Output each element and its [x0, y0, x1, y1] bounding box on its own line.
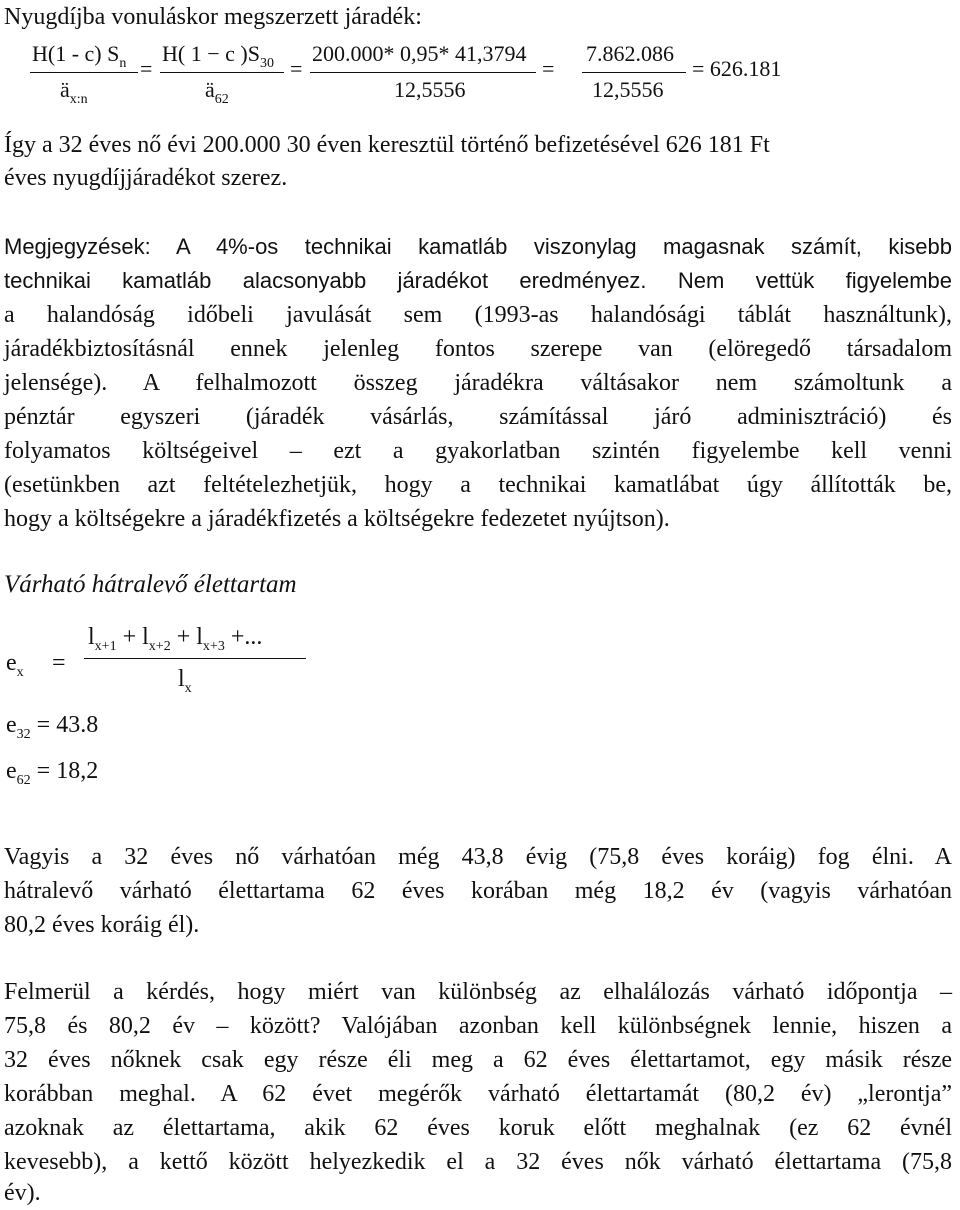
paragraph-line: technikai kamatláb alacsonyabb járadékot eredményez. Nem vettük figyelembe [4, 268, 952, 293]
formula1-term1-numerator: H(1 - c) $S_n$ [32, 41, 127, 71]
intro-line: Nyugdíjba vonuláskor megszerzett járadék: [4, 4, 422, 30]
paragraph-line: azoknak az élettartama, akik 62 éves koruk előtt meghalnak (ez 62 évnél [4, 1115, 952, 1141]
paragraph-line: 32 éves nőknek csak egy része éli meg a 62 éves élettartamot, egy másik része [4, 1047, 952, 1073]
formula1-term2-denominator: $ä_{62}$ [205, 77, 229, 107]
paragraph-line: Felmerül a kérdés, hogy miért van különbség az elhalálozás várható időpontja – [4, 979, 952, 1005]
formula1-term4-numerator: 7.862.086 [586, 41, 674, 66]
paragraph-line: év). [4, 1180, 41, 1206]
paragraph-line: Megjegyzések: A 4%-os technikai kamatláb viszonylag magasnak számít, kisebb [4, 234, 952, 259]
formula1-term4-denominator: 12,5556 [592, 77, 664, 102]
formula1-term3-numerator: 200.000* 0,95* 41,3794 [312, 41, 527, 66]
formula1-equals-3: = [542, 56, 555, 81]
paragraph-line: Így a 32 éves nő évi 200.000 30 éven keresztül történő befizetésével 626 181 Ft [4, 132, 770, 158]
paragraph-line: Vagyis a 32 éves nő várhatóan még 43,8 évig (75,8 éves koráig) fog élni. A [4, 844, 952, 870]
formula1-term4-bar [582, 72, 686, 73]
paragraph-line: korábban meghal. A 62 évet megérők várható élettartamát (80,2 év) „lerontja” [4, 1081, 952, 1107]
formula1-term3-denominator: 12,5556 [394, 77, 466, 102]
paragraph-line: járadékbiztosításnál ennek jelenleg fontos szerepe van (elöregedő társadalom [4, 336, 952, 362]
formula2-bar [84, 658, 306, 659]
paragraph-line: kevesebb), a kettő között helyezkedik el a 32 éves nők várható élettartama (75,8 [4, 1149, 952, 1175]
paragraph-line: pénztár egyszeri (járadék vásárlás, számítással járó adminisztráció) és [4, 404, 952, 430]
formula2-denominator: $l_x$ [178, 666, 192, 696]
formula1-term2-bar [160, 72, 284, 73]
formula2-numerator: $l_{x+1} + l_{x+2} + l_{x+3}$ +... [88, 624, 263, 654]
formula1-equals-1: = [140, 56, 153, 81]
formula1-equals-2: = [290, 56, 303, 81]
formula2-lhs: $e_x$ [6, 650, 24, 680]
formula1-result: = 626.181 [692, 56, 782, 81]
section-heading: Várható hátralevő élettartam [4, 571, 297, 598]
paragraph-line: a halandóság időbeli javulását sem (1993-as halandósági táblát használtunk), [4, 302, 952, 328]
formula2-equals: = [52, 650, 66, 676]
paragraph-line: folyamatos költségeivel – ezt a gyakorlatban szintén figyelembe kell venni [4, 438, 952, 464]
formula1-term1-denominator: $ä_{x:n}$ [60, 77, 88, 107]
formula1-term2-numerator: H( 1 − c )$S_{30}$ [162, 41, 274, 71]
formula1-term3-bar [310, 72, 536, 73]
paragraph-line: hogy a költségekre a járadékfizetés a költségekre fedezetet nyújtson). [4, 506, 670, 532]
paragraph-line: (esetünkben azt feltételezhetjük, hogy a technikai kamatlábat úgy állították be, [4, 472, 952, 498]
paragraph-line: 75,8 és 80,2 év – között? Valójában azonban kell különbségnek lennie, hiszen a [4, 1013, 952, 1039]
formula1-term1-bar [30, 72, 138, 73]
e32-value: $e_{32} = 43.8$ [6, 712, 99, 742]
paragraph-line: éves nyugdíjjáradékot szerez. [4, 165, 288, 191]
paragraph-line: hátralevő várható élettartama 62 éves korában még 18,2 év (vagyis várhatóan [4, 878, 952, 904]
paragraph-line: jelensége). A felhalmozott összeg járadékra váltásakor nem számoltunk a [4, 370, 952, 396]
paragraph-line: 80,2 éves koráig él). [4, 912, 200, 938]
e62-value: $e_{62} = 18,2$ [6, 758, 99, 788]
